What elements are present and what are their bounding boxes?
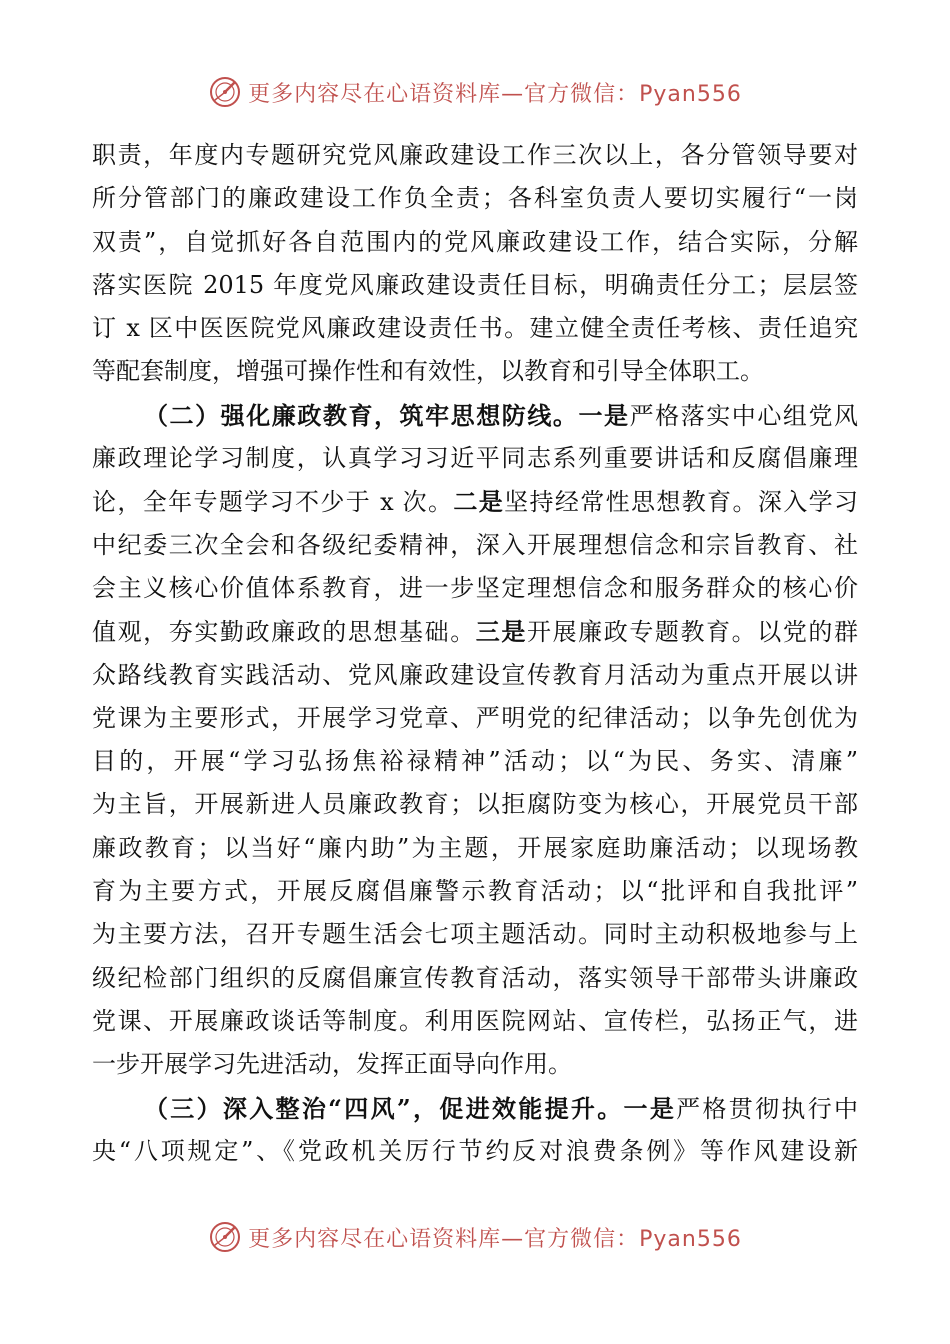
document-body [92, 134, 858, 1173]
point-label: 一是 [623, 1093, 677, 1123]
text-line: 党课为主要形式，开展学习党章、严明党的纪律活动；以争先创优为 [92, 703, 858, 732]
text-run: 论，全年专题学习不少于 x 次。 [92, 488, 454, 517]
section-2-first-line [92, 394, 858, 437]
text-line: 等配套制度，增强可操作性和有效性，以教育和引导全体职工。 [92, 357, 764, 386]
text-line: 双责”，自觉抓好各自范围内的党风廉政建设工作，结合实际，分解 [92, 227, 858, 256]
text-line [92, 480, 858, 523]
point-label: 一是 [578, 400, 630, 430]
text-line: 落实医院 2015 年度党风廉政建设责任目标，明确责任分工；层层签 [92, 270, 858, 299]
text-run: 坚持经常性思想教育。深入学习 [504, 488, 859, 517]
text-line: 订 x 区中医医院党风廉政建设责任书。建立健全责任考核、责任追究 [92, 314, 858, 343]
text-line: 级纪检部门组织的反腐倡廉宣传教育活动，落实领导干部带头讲廉政 [92, 963, 858, 992]
text-line: 目的，开展“学习弘扬焦裕禄精神”活动；以“为民、务实、清廉” [92, 747, 858, 776]
text-line: 一步开展学习先进活动，发挥正面导向作用。 [92, 1050, 572, 1079]
footer-banner-text: 更多内容尽在心语资料库—官方微信：Pyan556 [248, 1226, 742, 1252]
text-line: 为主要方法，召开专题生活会七项主题活动。同时主动积极地参与上 [92, 920, 858, 949]
text-line: 职责，年度内专题研究党风廉政建设工作三次以上，各分管领导要对 [92, 141, 858, 169]
text-line: 为主旨，开展新进人员廉政教育；以拒腐防变为核心，开展党员干部 [92, 790, 858, 819]
footer-banner [0, 1217, 950, 1257]
text-line: 廉政理论学习制度，认真学习习近平同志系列重要讲话和反腐倡廉理 [92, 444, 858, 473]
text-line: 中纪委三次全会和各级纪委精神，深入开展理想信念和宗旨教育、社 [92, 530, 858, 559]
text-line: 党课、开展廉政谈话等制度。利用医院网站、宣传栏，弘扬正气，进 [92, 1006, 858, 1035]
circular-dial-logo-icon [208, 75, 242, 109]
header-banner [0, 72, 950, 112]
text-line: 育为主要方式，开展反腐倡廉警示教育活动；以“批评和自我批评” [92, 877, 858, 906]
section-3-heading: （三）深入整治“四风”，促进效能提升。 [144, 1093, 624, 1123]
point-label: 二是 [453, 487, 505, 517]
header-banner-text: 更多内容尽在心语资料库—官方微信：Pyan556 [248, 81, 742, 107]
text-run: 严格落实中心组党风 [629, 401, 859, 430]
text-line: 所分管部门的廉政建设工作负全责；各科室负责人要切实履行“一岗 [92, 184, 858, 213]
text-line: 众路线教育实践活动、党风廉政建设宣传教育月活动为重点开展以讲 [92, 660, 858, 689]
text-line: 廉政教育；以当好“廉内助”为主题，开展家庭助廉活动；以现场教 [92, 833, 858, 862]
text-run: 开展廉政专题教育。以党的群 [526, 618, 859, 647]
text-line [92, 610, 858, 653]
text-line: 央“八项规定”、《党政机关厉行节约反对浪费条例》等作风建设新 [92, 1136, 858, 1165]
text-run: 严格贯彻执行中 [676, 1094, 859, 1123]
section-3-first-line [92, 1087, 858, 1130]
circular-dial-logo-icon [208, 1220, 242, 1254]
text-run: 值观，夯实勤政廉政的思想基础。 [92, 618, 476, 647]
text-line: 会主义核心价值体系教育，进一步坚定理想信念和服务群众的核心价 [92, 573, 858, 602]
section-2-heading: （二）强化廉政教育，筑牢思想防线。 [144, 400, 579, 430]
point-label: 三是 [475, 617, 527, 647]
